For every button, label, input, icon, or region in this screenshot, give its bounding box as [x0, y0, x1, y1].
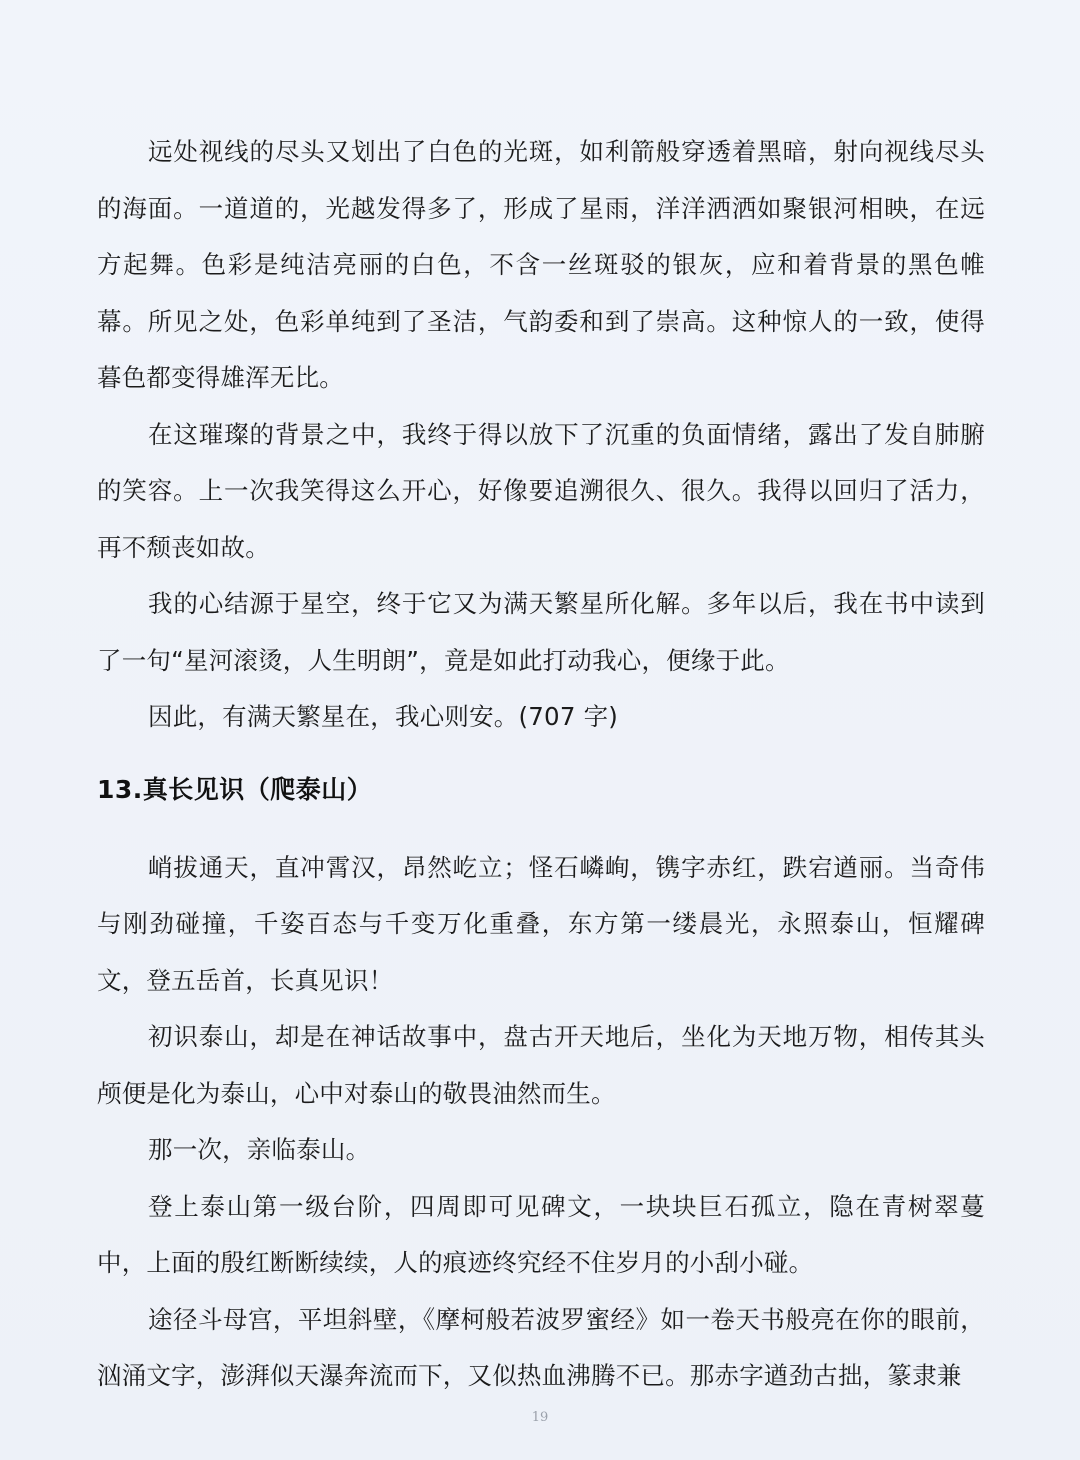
page-content	[97, 124, 985, 1405]
paragraph: 初识泰山，却是在神话故事中，盘古开天地后，坐化为天地万物，相传其头颅便是化为泰山，心中对泰山的敬畏油然而生。	[97, 1022, 985, 1108]
paragraph: 因此，有满天繁星在，我心则安。(707 字)	[148, 702, 619, 731]
section-heading: 13.真长见识（爬泰山）	[97, 774, 373, 804]
paragraph: 登上泰山第一级台阶，四周即可见碑文，一块块巨石孤立，隐在青树翠蔓中，上面的殷红断断续续，人的痕迹终究经不住岁月的小刮小碰。	[97, 1191, 985, 1277]
page-number: 19	[531, 1410, 549, 1425]
paragraph: 在这璀璨的背景之中，我终于得以放下了沉重的负面情绪，露出了发自肺腑的笑容。上一次我笑得这么开心，好像要追溯很久、很久。我得以回归了活力，再不颓丧如故。	[97, 419, 985, 562]
paragraph: 峭拔通天，直冲霄汉，昂然屹立；怪石嶙峋，镌字赤红，跌宕遒丽。当奇伟与刚劲碰撞，千姿百态与千变万化重叠，东方第一缕晨光，永照泰山，恒耀碑文，登五岳首，长真见识！	[97, 852, 985, 995]
paragraph: 途径斗母宫，平坦斜壁，《摩柯般若波罗蜜经》如一卷天书般亮在你的眼前，汹涌文字，澎湃似天瀑奔流而下，又似热血沸腾不已。那赤字遒劲古拙，篆隶兼	[97, 1304, 985, 1390]
paragraph: 远处视线的尽头又划出了白色的光斑，如利箭般穿透着黑暗，射向视线尽头的海面。一道道的，光越发得多了，形成了星雨，洋洋洒洒如聚银河相映，在远方起舞。色彩是纯洁亮丽的白色，不含一丝斑驳的银灰，应和着背景的黑色帷幕。所见之处，色彩单纯到了圣洁，气韵委和到了崇高。这种惊人的一致，使得暮色都变得雄浑无比。	[97, 137, 985, 392]
paragraph: 那一次，亲临泰山。	[148, 1135, 371, 1164]
paragraph: 我的心结源于星空，终于它又为满天繁星所化解。多年以后，我在书中读到了一句“星河滚烫，人生明朗”，竟是如此打动我心，便缘于此。	[97, 589, 985, 675]
